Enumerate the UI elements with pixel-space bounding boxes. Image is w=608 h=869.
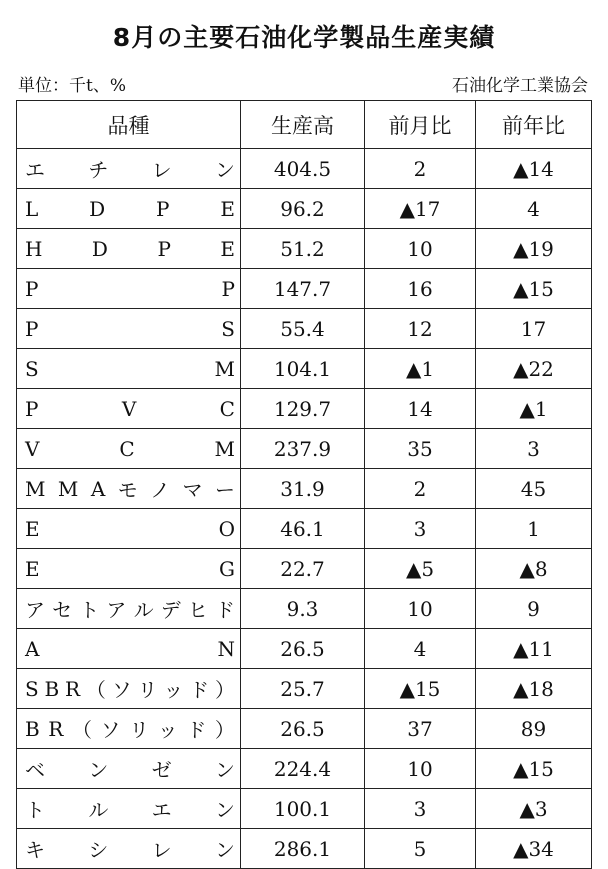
table-row — [17, 629, 592, 669]
product-name-char: M — [214, 436, 235, 461]
product-name-char: ベ — [25, 758, 45, 782]
product-name-char: ノ — [150, 478, 171, 502]
yoy-change: 17 — [476, 309, 592, 349]
table-row — [17, 789, 592, 829]
header-product: 品種 — [17, 101, 241, 149]
product-name-char: E — [25, 556, 40, 581]
product-name-char: C — [219, 396, 235, 421]
product-name-char: エ — [151, 798, 172, 822]
product-name-char: P — [157, 236, 171, 261]
yoy-change: ▲14 — [476, 149, 592, 189]
mom-change: 12 — [365, 309, 476, 349]
product-name — [17, 749, 241, 789]
product-name-char: ッ — [157, 718, 178, 742]
product-name-char: M — [57, 476, 79, 501]
mom-change: 10 — [365, 589, 476, 629]
product-name-letters — [25, 197, 235, 221]
product-name — [17, 509, 241, 549]
product-name-char: V — [25, 436, 40, 461]
product-name-char: ン — [214, 838, 235, 862]
product-name-letters — [25, 517, 235, 541]
product-name-char: ン — [214, 758, 235, 782]
table-row — [17, 469, 592, 509]
mom-change: 3 — [365, 509, 476, 549]
production-value: 237.9 — [241, 429, 365, 469]
table-row — [17, 349, 592, 389]
production-value: 22.7 — [241, 549, 365, 589]
mom-change: 5 — [365, 829, 476, 869]
product-name-char: デ — [160, 598, 181, 622]
product-name — [17, 189, 241, 229]
page-title: 8月の主要石油化学製品生産実績 — [112, 23, 496, 52]
product-name — [17, 269, 241, 309]
product-name-char: N — [217, 636, 235, 661]
product-name-char: （ — [85, 678, 106, 702]
product-name-char: S — [221, 316, 235, 341]
product-name-char: セ — [52, 598, 73, 622]
product-name-char: P — [25, 276, 39, 301]
product-name-letters — [25, 754, 235, 783]
product-name-letters — [25, 557, 235, 581]
production-value: 25.7 — [241, 669, 365, 709]
production-value: 129.7 — [241, 389, 365, 429]
product-name-letters — [25, 794, 235, 823]
yoy-change: ▲1 — [476, 389, 592, 429]
product-name-char: マ — [182, 478, 203, 502]
product-name-char: P — [25, 316, 39, 341]
mom-change: 3 — [365, 789, 476, 829]
yoy-change: ▲22 — [476, 349, 592, 389]
product-name — [17, 349, 241, 389]
product-name-char: R — [48, 716, 64, 741]
yoy-change: ▲34 — [476, 829, 592, 869]
yoy-change: 45 — [476, 469, 592, 509]
production-value: 9.3 — [241, 589, 365, 629]
product-name — [17, 469, 241, 509]
header-row — [17, 101, 592, 149]
product-name-char: レ — [151, 158, 172, 182]
product-name-char: ア — [106, 598, 127, 622]
yoy-change: ▲8 — [476, 549, 592, 589]
yoy-change: 1 — [476, 509, 592, 549]
product-name-char: O — [218, 516, 235, 541]
production-value: 31.9 — [241, 469, 365, 509]
yoy-change: 9 — [476, 589, 592, 629]
product-name — [17, 709, 241, 749]
yoy-change: ▲19 — [476, 229, 592, 269]
product-name-char: ） — [214, 678, 235, 702]
mom-change: 16 — [365, 269, 476, 309]
production-value: 100.1 — [241, 789, 365, 829]
header-mom: 前月比 — [365, 101, 476, 149]
product-name-char: ） — [214, 718, 235, 742]
product-name-char: B — [44, 676, 60, 701]
yoy-change: ▲3 — [476, 789, 592, 829]
table-row — [17, 429, 592, 469]
product-name-char: ソ — [111, 678, 132, 702]
production-value: 26.5 — [241, 629, 365, 669]
header-production: 生産高 — [241, 101, 365, 149]
product-name-letters — [25, 237, 235, 261]
mom-change: 35 — [365, 429, 476, 469]
yoy-change: ▲18 — [476, 669, 592, 709]
product-name-char: S — [25, 676, 39, 701]
product-name-char: A — [90, 476, 106, 501]
product-name-letters — [25, 437, 235, 461]
product-name-char: M — [25, 476, 46, 501]
product-name — [17, 309, 241, 349]
table-row — [17, 509, 592, 549]
product-name-char: ン — [88, 758, 109, 782]
mom-change: 2 — [365, 149, 476, 189]
product-name-char: ド — [189, 678, 210, 702]
mom-change: 2 — [365, 469, 476, 509]
mom-change: 10 — [365, 749, 476, 789]
product-name-char: A — [25, 636, 40, 661]
product-name-letters — [25, 474, 235, 503]
table-row — [17, 389, 592, 429]
product-name-char: （ — [71, 718, 92, 742]
product-name-char: ア — [25, 598, 45, 622]
product-name-char: シ — [88, 838, 109, 862]
product-name-char: リ — [137, 678, 158, 702]
product-name — [17, 389, 241, 429]
product-name-char: ド — [186, 718, 207, 742]
yoy-change: ▲15 — [476, 269, 592, 309]
production-value: 46.1 — [241, 509, 365, 549]
table-row — [17, 669, 592, 709]
table-row — [17, 309, 592, 349]
table-row — [17, 189, 592, 229]
mom-change: 14 — [365, 389, 476, 429]
mom-change: ▲5 — [365, 549, 476, 589]
product-name-char: ー — [214, 478, 235, 502]
table-row — [17, 149, 592, 189]
product-name-char: G — [219, 556, 235, 581]
production-value: 224.4 — [241, 749, 365, 789]
header-yoy: 前年比 — [476, 101, 592, 149]
product-name-char: E — [220, 196, 235, 221]
mom-change: 10 — [365, 229, 476, 269]
production-table — [16, 100, 592, 869]
product-name-char: E — [25, 516, 40, 541]
product-name-char: キ — [25, 838, 45, 862]
production-value: 147.7 — [241, 269, 365, 309]
table-row — [17, 749, 592, 789]
product-name-char: ゼ — [151, 758, 172, 782]
product-name — [17, 229, 241, 269]
product-name-char: ト — [79, 598, 100, 622]
production-value: 286.1 — [241, 829, 365, 869]
product-name-char: チ — [88, 158, 109, 182]
product-name-char: M — [214, 356, 235, 381]
mom-change: ▲15 — [365, 669, 476, 709]
product-name-char: D — [89, 196, 106, 221]
mom-change: ▲17 — [365, 189, 476, 229]
unit-label: 単位：千t、% — [18, 76, 126, 96]
yoy-change: 89 — [476, 709, 592, 749]
mom-change: 4 — [365, 629, 476, 669]
table-row — [17, 269, 592, 309]
product-name-char: H — [25, 236, 43, 261]
product-name-letters — [25, 714, 235, 743]
product-name-char: P — [156, 196, 170, 221]
product-name-letters — [25, 637, 235, 661]
product-name-letters — [25, 397, 235, 421]
mom-change: ▲1 — [365, 349, 476, 389]
table-row — [17, 709, 592, 749]
product-name-letters — [25, 317, 235, 341]
product-name — [17, 549, 241, 589]
table-row — [17, 229, 592, 269]
production-value: 404.5 — [241, 149, 365, 189]
product-name-char: ト — [25, 798, 45, 822]
product-name — [17, 789, 241, 829]
yoy-change: 4 — [476, 189, 592, 229]
product-name-char: L — [25, 196, 39, 221]
product-name-char: R — [65, 676, 81, 701]
product-name-char: エ — [25, 158, 45, 182]
mom-change: 37 — [365, 709, 476, 749]
yoy-change: 3 — [476, 429, 592, 469]
product-name-char: P — [25, 396, 39, 421]
product-name-char: P — [221, 276, 235, 301]
product-name-letters — [25, 277, 235, 301]
product-name-letters — [25, 594, 235, 623]
product-name — [17, 149, 241, 189]
product-name-letters — [25, 154, 235, 183]
product-name-char: E — [220, 236, 235, 261]
product-name-char: C — [119, 436, 135, 461]
production-value: 26.5 — [241, 709, 365, 749]
product-name-char: ン — [214, 158, 235, 182]
product-name-char: ッ — [163, 678, 184, 702]
product-name-char: D — [91, 236, 108, 261]
table-row — [17, 549, 592, 589]
table-row — [17, 589, 592, 629]
product-name-char: レ — [151, 838, 172, 862]
source-label: 石油化学工業協会 — [452, 76, 588, 96]
yoy-change: ▲11 — [476, 629, 592, 669]
product-name-letters — [25, 357, 235, 381]
product-name-char: S — [25, 356, 39, 381]
product-name — [17, 629, 241, 669]
product-name-char: リ — [129, 718, 150, 742]
production-value: 96.2 — [241, 189, 365, 229]
yoy-change: ▲15 — [476, 749, 592, 789]
product-name-char: B — [25, 716, 40, 741]
product-name-letters — [25, 674, 235, 703]
product-name-letters — [25, 834, 235, 863]
product-name — [17, 829, 241, 869]
product-name-char: V — [121, 396, 137, 421]
production-value: 104.1 — [241, 349, 365, 389]
product-name-char: ル — [133, 598, 154, 622]
production-value: 51.2 — [241, 229, 365, 269]
product-name-char: ヒ — [187, 598, 208, 622]
product-name-char: ド — [214, 598, 235, 622]
product-name — [17, 669, 241, 709]
product-name-char: ル — [88, 798, 109, 822]
product-name — [17, 429, 241, 469]
table-row — [17, 829, 592, 869]
product-name-char: ソ — [100, 718, 121, 742]
product-name-char: ン — [214, 798, 235, 822]
product-name — [17, 589, 241, 629]
production-value: 55.4 — [241, 309, 365, 349]
product-name-char: モ — [117, 478, 138, 502]
